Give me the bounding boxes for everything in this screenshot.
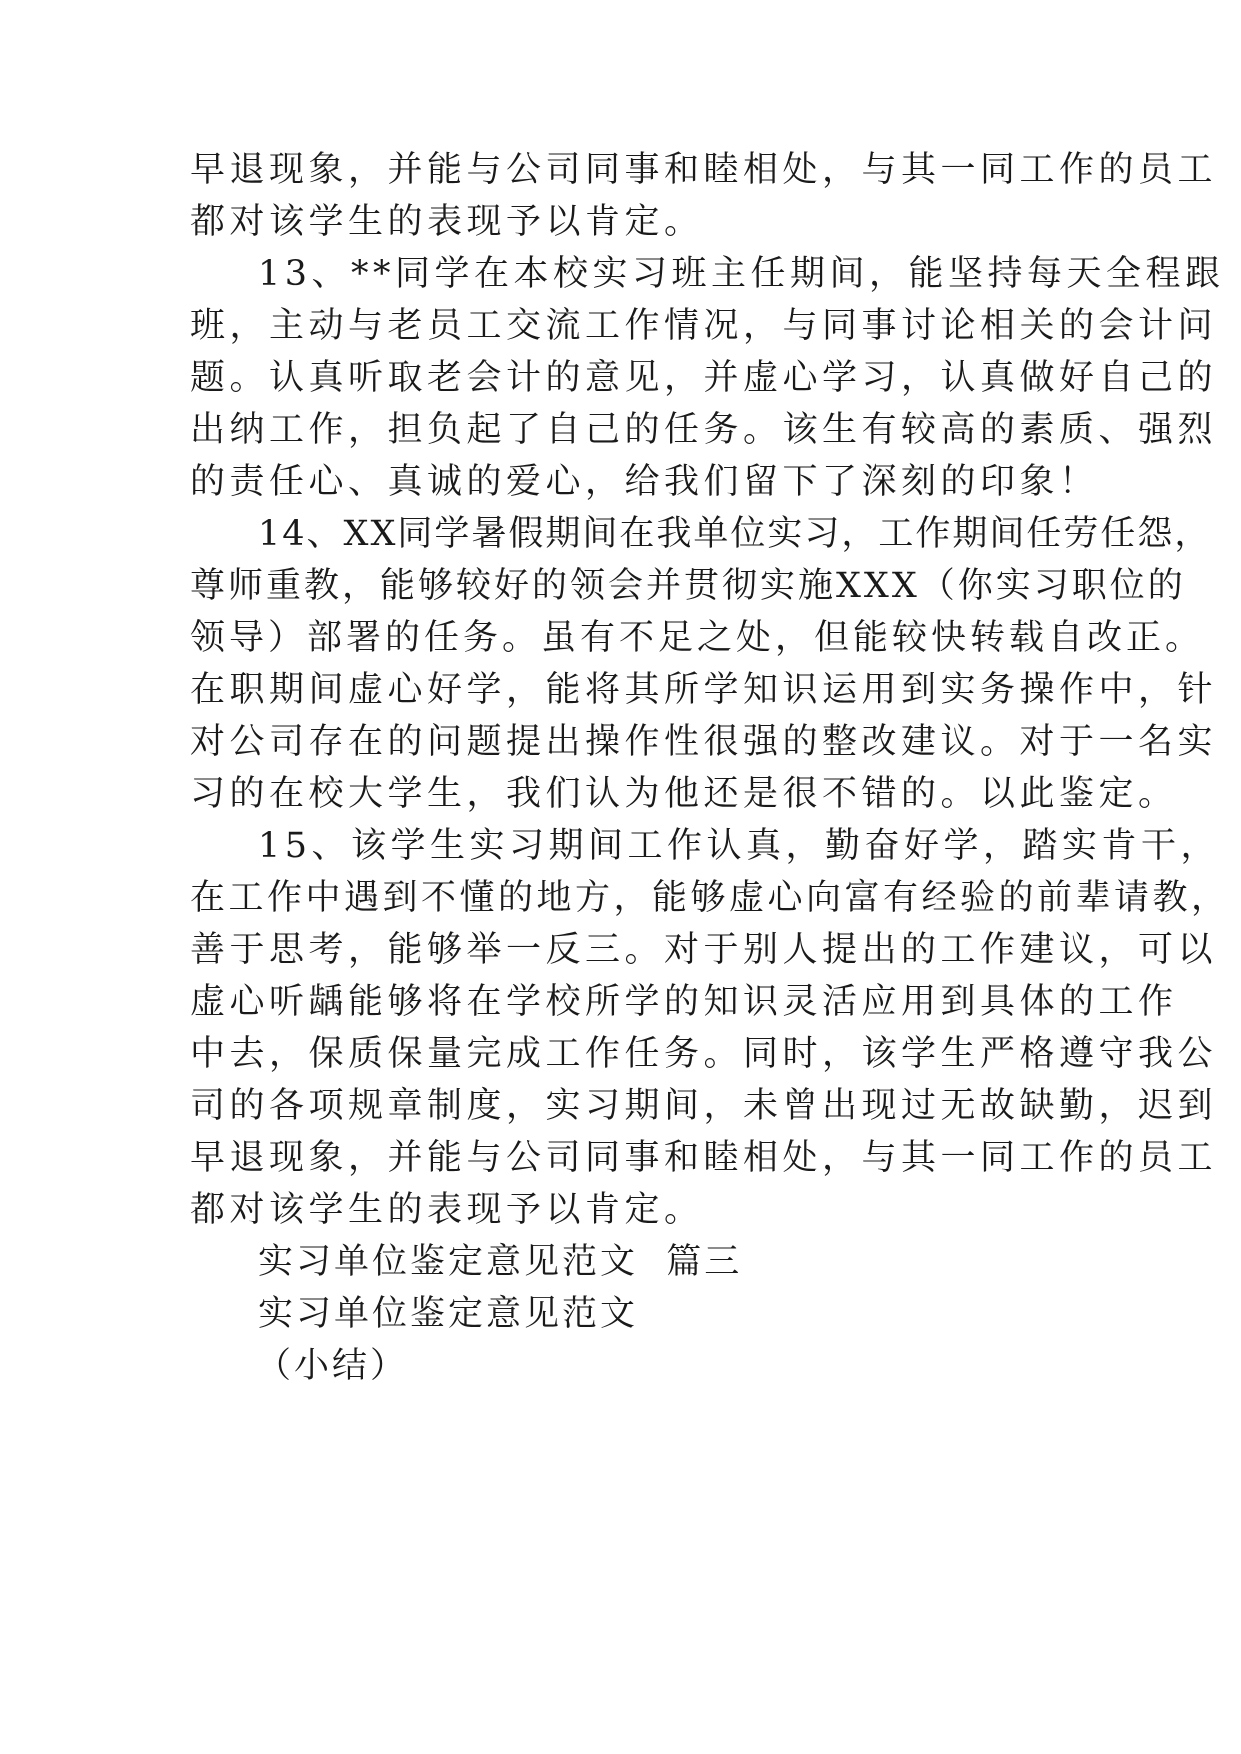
paragraph-13-start: 13、**同学在本校实习班主任期间，能坚持每天全程跟 bbox=[258, 254, 1225, 294]
text-line: 对公司存在的问题提出操作性很强的整改建议。对于一名实 bbox=[190, 722, 1218, 762]
text-line: 领导）部署的任务。虽有不足之处，但能较快转载自改正。 bbox=[190, 618, 1205, 658]
paragraph-15-start: 15、该学生实习期间工作认真，勤奋好学，踏实肯干， bbox=[258, 826, 1221, 866]
section-subtitle: （小结） bbox=[256, 1346, 409, 1386]
text-line: 的责任心、真诚的爱心，给我们留下了深刻的印象！ bbox=[190, 462, 1099, 502]
text-line: 早退现象，并能与公司同事和睦相处，与其一同工作的员工 bbox=[190, 150, 1218, 190]
text-line: 在职期间虚心好学，能将其所学知识运用到实务操作中，针 bbox=[190, 670, 1218, 710]
text-line: 都对该学生的表现予以肯定。 bbox=[190, 1190, 704, 1230]
text-line: 班，主动与老员工交流工作情况，与同事讨论相关的会计问 bbox=[190, 306, 1218, 346]
text-line: 中去，保质保量完成工作任务。同时，该学生严格遵守我公 bbox=[190, 1034, 1218, 1074]
text-line: 善于思考，能够举一反三。对于别人提出的工作建议，可以 bbox=[190, 930, 1218, 970]
text-line: 虚心听龋能够将在学校所学的知识灵活应用到具体的工作 bbox=[190, 982, 1178, 1022]
text-line: 题。认真听取老会计的意见，并虚心学习，认真做好自己的 bbox=[190, 358, 1218, 398]
text-line: 习的在校大学生，我们认为他还是很不错的。以此鉴定。 bbox=[190, 774, 1178, 814]
text-line: 尊师重教，能够较好的领会并贯彻实施XXX（你实习职位的 bbox=[190, 566, 1186, 606]
text-line: 早退现象，并能与公司同事和睦相处，与其一同工作的员工 bbox=[190, 1138, 1218, 1178]
text-line: 都对该学生的表现予以肯定。 bbox=[190, 202, 704, 242]
paragraph-14-start: 14、XX同学暑假期间在我单位实习，工作期间任劳任怨， bbox=[258, 514, 1212, 554]
section-title: 实习单位鉴定意见范文 bbox=[258, 1294, 639, 1334]
text-line: 在工作中遇到不懂的地方，能够虚心向富有经验的前辈请教， bbox=[190, 878, 1230, 918]
text-line: 司的各项规章制度，实习期间，未曾出现过无故缺勤，迟到 bbox=[190, 1086, 1218, 1126]
text-line: 出纳工作，担负起了自己的任务。该生有较高的素质、强烈 bbox=[190, 410, 1218, 450]
section-heading: 实习单位鉴定意见范文 篇三 bbox=[258, 1242, 743, 1282]
